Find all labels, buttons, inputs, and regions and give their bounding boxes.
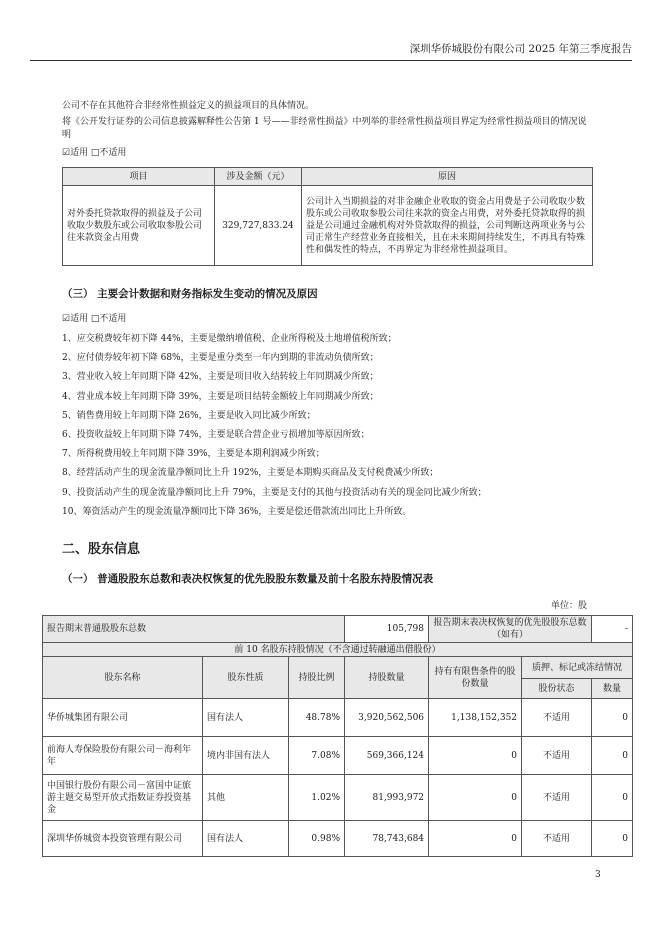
holder-qty: 81,993,972 <box>345 775 429 821</box>
holder-ratio: 0.98% <box>289 821 345 857</box>
part-2-subtitle: （一） 普通股股东总数和表决权恢复的优先股股东数量及前十名股东持股情况表 <box>62 573 434 585</box>
shareholders-table <box>42 615 633 857</box>
col-header-qty: 持股数量 <box>345 657 429 699</box>
change-item: 10、筹资活动产生的现金流量净额同比下降 36%，主要是偿还借款流出同比上升所致。 <box>62 506 412 517</box>
holder-status: 不适用 <box>522 821 592 857</box>
holder-qty: 3,920,562,506 <box>345 699 429 737</box>
holder-amount: 0 <box>592 699 633 737</box>
holder-qty: 569,366,124 <box>345 737 429 775</box>
table-row <box>43 821 633 857</box>
applicable-checkbox-2: ☑适用 □不适用 <box>62 314 127 324</box>
col-header-name: 股东名称 <box>43 657 203 699</box>
table-row <box>43 737 633 775</box>
section-3-title: （三） 主要会计数据和财务指标发生变动的情况及原因 <box>62 288 318 300</box>
holder-nature: 国有法人 <box>203 821 289 857</box>
holder-restricted: 0 <box>429 821 522 857</box>
col-header-ratio: 持股比例 <box>289 657 345 699</box>
table-row <box>43 699 633 737</box>
part-2-title: 二、股东信息 <box>62 542 141 557</box>
preferred-holders-label: 报告期末表决权恢复的优先股股东总数（如有） <box>429 616 592 643</box>
common-holders-value: 105,798 <box>345 616 429 643</box>
change-item: 8、经营活动产生的现金流量净额同比上升 192%，主要是本期购买商品及支付税费减少所致； <box>62 468 439 479</box>
top10-caption: 前 10 名股东持股情况（不含通过转融通出借股份） <box>43 643 633 657</box>
common-holders-label: 报告期末普通股股东总数 <box>43 616 345 643</box>
page-number: 3 <box>595 870 601 880</box>
col-header-restricted: 持有有限售条件的股份数量 <box>429 657 522 699</box>
holder-ratio: 1.02% <box>289 775 345 821</box>
nonrecurring-table <box>62 167 593 266</box>
holder-status: 不适用 <box>522 775 592 821</box>
preferred-holders-value: - <box>592 616 633 643</box>
change-item: 2、应付债券较年初下降 68%，主要是重分类至一年内到期的非流动负债所致； <box>62 353 379 364</box>
holder-amount: 0 <box>592 775 633 821</box>
col-header-amount: 数量 <box>592 679 633 699</box>
holder-ratio: 7.08% <box>289 737 345 775</box>
col-header-pledge: 质押、标记或冻结情况 <box>522 657 633 679</box>
holder-restricted: 1,138,152,352 <box>429 699 522 737</box>
holder-name: 华侨城集团有限公司 <box>43 699 203 737</box>
change-item: 5、销售费用较上年同期下降 26%，主要是收入同比减少所致； <box>62 410 316 421</box>
holder-status: 不适用 <box>522 699 592 737</box>
change-item: 1、应交税费较年初下降 44%，主要是缴纳增值税、企业所得税及土地增值税所致； <box>62 334 397 344</box>
change-item: 9、投资活动产生的现金流量净额同比上升 79%，主要是支付的其他与投资活动有关的现金同比减少所致； <box>62 487 487 498</box>
holder-name: 深圳华侨城资本投资管理有限公司 <box>43 821 203 857</box>
table-row <box>43 775 633 821</box>
holder-nature: 境内非国有法人 <box>203 737 289 775</box>
holder-nature: 其他 <box>203 775 289 821</box>
intro-line-2: 将《公开发行证券的公司信息披露解释性公告第 1 号——非经常性损益》中列举的非经常性损益项目界定为经常性损益项目的情况说明 <box>62 117 587 140</box>
holder-name: 前海人寿保险股份有限公司－海利年年 <box>43 737 203 775</box>
holder-restricted: 0 <box>429 737 522 775</box>
change-item: 6、投资收益较上年同期下降 74%，主要是联合营企业亏损增加等原因所致； <box>62 430 370 440</box>
col-header-reason: 原因 <box>302 168 593 186</box>
holder-qty: 78,743,684 <box>345 821 429 857</box>
col-header-amount: 涉及金额（元） <box>215 168 302 186</box>
row-amount: 329,727,833.24 <box>215 186 302 266</box>
row-item: 对外委托贷款取得的损益及子公司收取少数股东或公司收取参股公司往来款资金占用费 <box>63 186 215 266</box>
holder-nature: 国有法人 <box>203 699 289 737</box>
unit-label: 单位：股 <box>551 601 588 611</box>
col-header-item: 项目 <box>63 168 215 186</box>
holder-name: 中国银行股份有限公司－富国中证旅游主题交易型开放式指数证券投资基金 <box>43 775 203 821</box>
holder-restricted: 0 <box>429 775 522 821</box>
applicable-checkbox-1: ☑适用 □不适用 <box>62 148 127 158</box>
change-item: 3、营业收入较上年同期下降 42%，主要是项目收入结转较上年同期减少所致； <box>62 372 379 383</box>
col-header-nature: 股东性质 <box>203 657 289 699</box>
holder-ratio: 48.78% <box>289 699 345 737</box>
holder-amount: 0 <box>592 821 633 857</box>
holder-status: 不适用 <box>522 737 592 775</box>
intro-line-1: 公司不存在其他符合非经常性损益定义的损益项目的具体情况。 <box>62 101 315 111</box>
change-item: 4、营业成本较上年同期下降 39%，主要是项目结转金额较上年同期减少所致； <box>62 391 379 402</box>
col-header-status: 股份状态 <box>522 679 592 699</box>
page-header: 深圳华侨城股份有限公司 2025 年第三季度报告 <box>30 40 632 61</box>
row-reason: 公司计入当期损益的对非金融企业收取的资金占用费是子公司收取少数股东或公司收取参股公司往来款的资金占用费，对外委托贷款取得的损益是公司通过金融机构对外贷款取得的损益，公司判断这两项业务与公司正常生产经营业务直接相关，且在未来期间持续发生，不再具有特殊性和偶发性的特点，不再界定为非经常性损益项目。 <box>302 186 593 266</box>
change-item: 7、所得税费用较上年同期下降 39%，主要是本期利润减少所致； <box>62 449 325 460</box>
holder-amount: 0 <box>592 737 633 775</box>
